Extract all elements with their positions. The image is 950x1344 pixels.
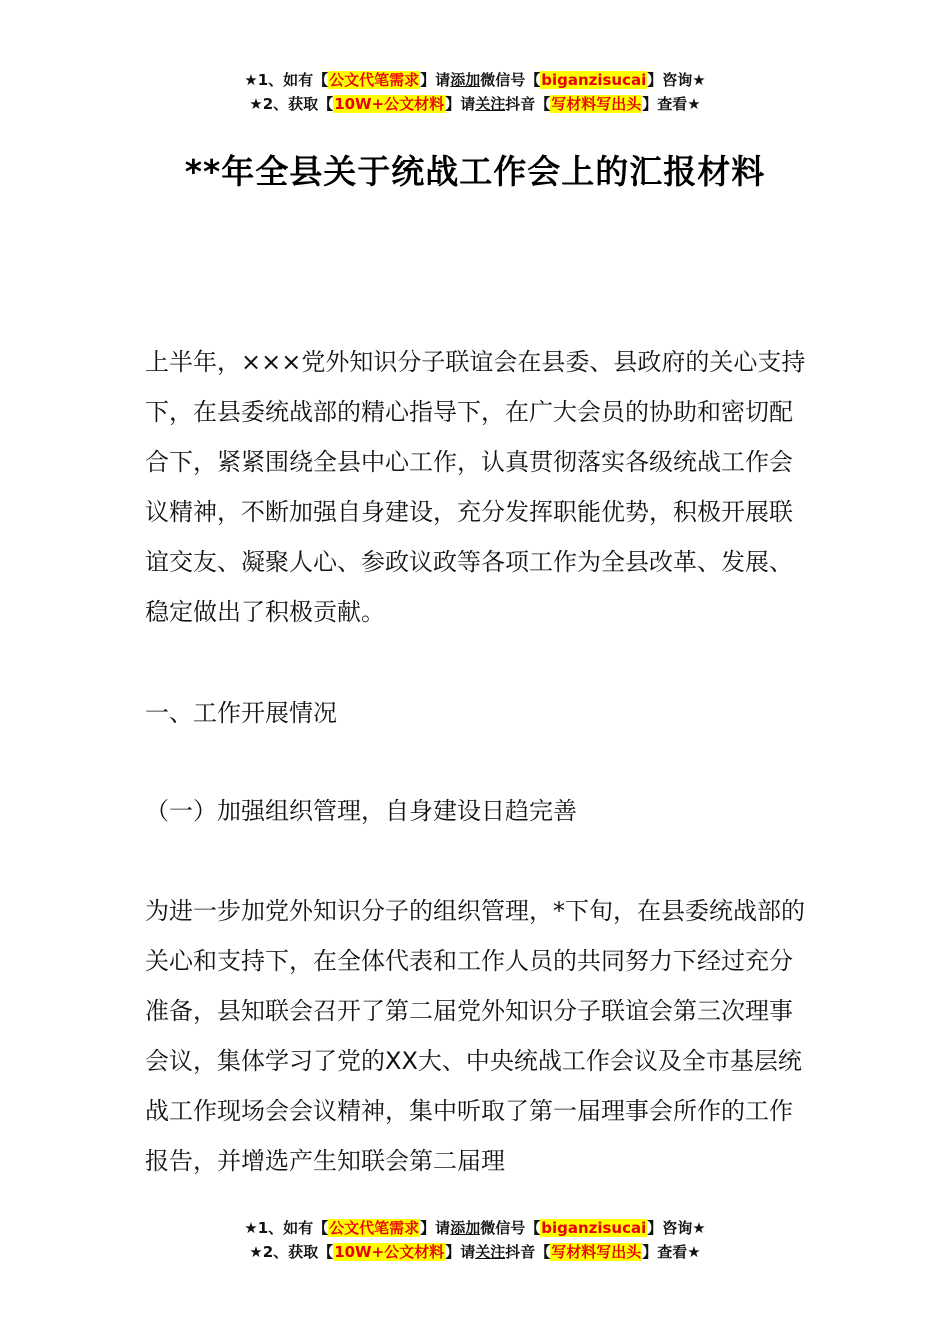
banner-line-2 (0, 1240, 950, 1264)
banner-line-1 (0, 1216, 950, 1240)
highlight-wechat-id: biganzisucai (541, 71, 647, 89)
subsection-heading: （一）加强组织管理，自身建设日趋完善 (145, 797, 577, 825)
banner-text: 微信号【 (480, 71, 541, 89)
underlined-add: 添加 (450, 71, 481, 89)
banner-line-1 (0, 68, 950, 92)
banner-text: 】咨询★ (647, 71, 706, 89)
banner-text: 】请 (445, 1243, 476, 1261)
section-heading: 一、工作开展情况 (145, 699, 337, 727)
body-paragraph-container (0, 880, 950, 1180)
banner-text: 】请 (445, 95, 476, 113)
highlight-service: 公文代笔需求 (329, 71, 420, 89)
underlined-add: 添加 (450, 1219, 481, 1237)
body-paragraph: 为进一步加党外知识分子的组织管理，*下旬，在县委统战部的关心和支持下，在全体代表和工作人员的共同努力下经过充分准备，县知联会召开了第二届党外知识分子联谊会第三次理事会议，集体学习了党的XX大、中央统战工作会议及全市基层统战工作现场会会议精神，集中听取了第一届理事会所作的工作报告，并增选产生知联会第二届理 (145, 897, 805, 1175)
banner-text: 抖音【 (505, 1243, 551, 1261)
banner-text: 】查看★ (642, 95, 701, 113)
highlight-douyin: 写材料写出头 (551, 95, 642, 113)
underlined-follow: 关注 (475, 1243, 506, 1261)
header-banner (0, 68, 950, 116)
banner-text: 】咨询★ (647, 1219, 706, 1237)
banner-line-2 (0, 92, 950, 116)
banner-text: ★1、如有【 (244, 71, 329, 89)
banner-text: 】请 (420, 71, 451, 89)
banner-text: 抖音【 (505, 95, 551, 113)
banner-text: ★2、获取【 (249, 95, 334, 113)
intro-paragraph: 上半年，×××党外知识分子联谊会在县委、县政府的关心支持下，在县委统战部的精心指导下，在广大会员的协助和密切配合下，紧紧围绕全县中心工作，认真贯彻落实各级统战工作会议精神，不断加强自身建设，充分发挥职能优势，积极开展联谊交友、凝聚人心、参政议政等各项工作为全县改革、发展、稳定做出了积极贡献。 (145, 348, 806, 626)
banner-text: 】请 (420, 1219, 451, 1237)
highlight-wechat-id: biganzisucai (541, 1219, 647, 1237)
footer-banner (0, 1216, 950, 1264)
banner-text: ★1、如有【 (244, 1219, 329, 1237)
highlight-materials: 10W+公文材料 (334, 1243, 445, 1261)
banner-text: 】查看★ (642, 1243, 701, 1261)
highlight-douyin: 写材料写出头 (551, 1243, 642, 1261)
highlight-materials: 10W+公文材料 (334, 95, 445, 113)
highlight-service: 公文代笔需求 (329, 1219, 420, 1237)
document-title: **年全县关于统战工作会上的汇报材料 (184, 152, 766, 191)
banner-text: ★2、获取【 (249, 1243, 334, 1261)
underlined-follow: 关注 (475, 95, 506, 113)
banner-text: 微信号【 (480, 1219, 541, 1237)
